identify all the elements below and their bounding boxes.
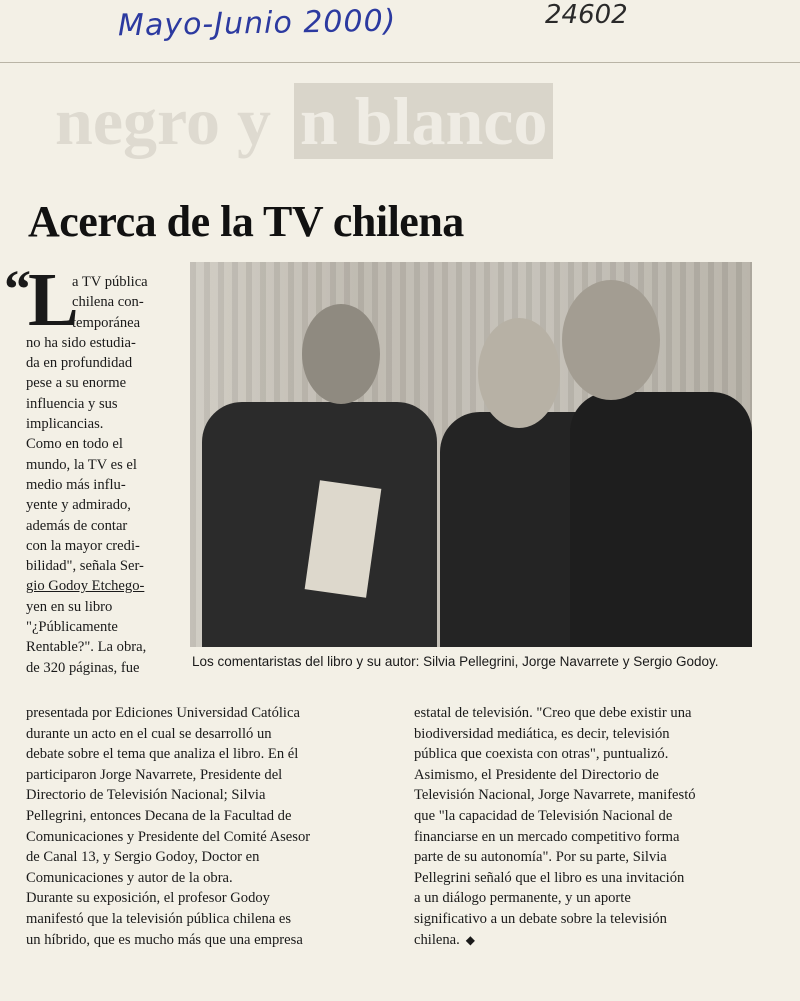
text-line: yente y admirado, [26,497,131,514]
handwritten-archive-number: 24602 [545,0,628,30]
text-line: que "la capacidad de Televisión Nacional de [414,807,673,824]
text-line: financiarse en un mercado competitivo forma [414,828,680,845]
text-line: de 320 páginas, fue [26,659,140,676]
article-intro-column [26,272,176,678]
text-line: de Canal 13, y Sergio Godoy, Doctor en [26,849,260,866]
text-line: participaron Jorge Navarrete, Presidente del [26,766,283,783]
photo-head-left [302,304,380,404]
text-line: durante un acto en el cual se desarrolló un [26,725,272,742]
text-line: medio más influ- [26,476,126,493]
photo-head-right [562,280,660,400]
text-line: mundo, la TV es el [26,456,137,473]
text-line: influencia y sus [26,395,118,412]
text-line-final [414,930,759,951]
text-line: implicancias. [26,416,104,433]
final-text: chilena. [414,931,460,948]
section-banner-dark: n blanco [294,83,554,159]
top-divider [0,62,800,63]
article-photo [190,262,752,647]
opening-quote-mark: “ [4,259,31,319]
section-banner [55,78,800,164]
text-line: Pellegrini, entonces Decana de la Facultad de [26,807,292,824]
text-line: además de contar [26,517,128,534]
drop-cap: L [28,258,79,342]
text-line: pese a su enorme [26,375,127,392]
article-headline: Acerca de la TV chilena [28,197,464,246]
text-line: Comunicaciones y Presidente del Comité Asesor [26,828,311,845]
text-line: significativo a un debate sobre la televisión [414,910,667,927]
text-line: Televisión Nacional, Jorge Navarrete, manifestó [414,787,696,804]
text-line: parte de su autonomía". Por su parte, Silvia [414,849,667,866]
text-line: manifestó que la televisión pública chilena es [26,910,292,927]
text-line: Directorio de Televisión Nacional; Silvia [26,787,266,804]
photo-caption: Los comentaristas del libro y su autor: Silvia Pellegrini, Jorge Navarrete y Sergio Godoy. [192,654,719,669]
text-line: Pellegrini señaló que el libro es una invitación [414,869,685,886]
text-line: con la mayor credi- [26,537,140,554]
section-banner-conj: y [236,83,271,159]
text-line: estatal de televisión. "Creo que debe existir una [414,705,692,721]
text-line: da en profundidad [26,355,133,372]
text-line: biodiversidad mediática, es decir, televisión [414,725,670,742]
text-line: no ha sido estudia- [26,334,136,351]
photo-person-right [570,392,752,647]
text-line: pública que coexista con otras", puntualizó. [414,746,669,763]
text-line: Rentable?". La obra, [26,639,147,656]
text-line: temporánea [72,314,141,331]
text-line: presentada por Ediciones Universidad Católica [26,705,300,721]
photo-head-center [478,318,560,428]
end-of-article-icon: ◆ [465,932,476,947]
section-banner-light: negro [55,83,220,159]
text-line: bilidad", señala Ser- [26,558,144,575]
text-line: Durante su exposición, el profesor Godoy [26,890,270,907]
text-line: "¿Públicamente [26,619,118,636]
text-line: Como en todo el [26,436,123,453]
article-body-right-column [414,703,759,950]
text-line: a TV pública [72,274,148,290]
text-line: a un diálogo permanente, y un aporte [414,890,631,907]
text-line: un híbrido, que es mucho más que una empresa [26,931,303,948]
text-line: gio Godoy Etchego- [26,578,145,595]
handwritten-date: Mayo-Junio 2000) [117,3,397,44]
text-line: debate sobre el tema que analiza el libro. En él [26,746,299,763]
text-line: Comunicaciones y autor de la obra. [26,869,233,886]
text-line: yen en su libro [26,598,113,615]
text-line: Asimismo, el Presidente del Directorio de [414,766,659,783]
article-body-left-column [26,703,383,950]
text-line: chilena con- [72,294,144,311]
